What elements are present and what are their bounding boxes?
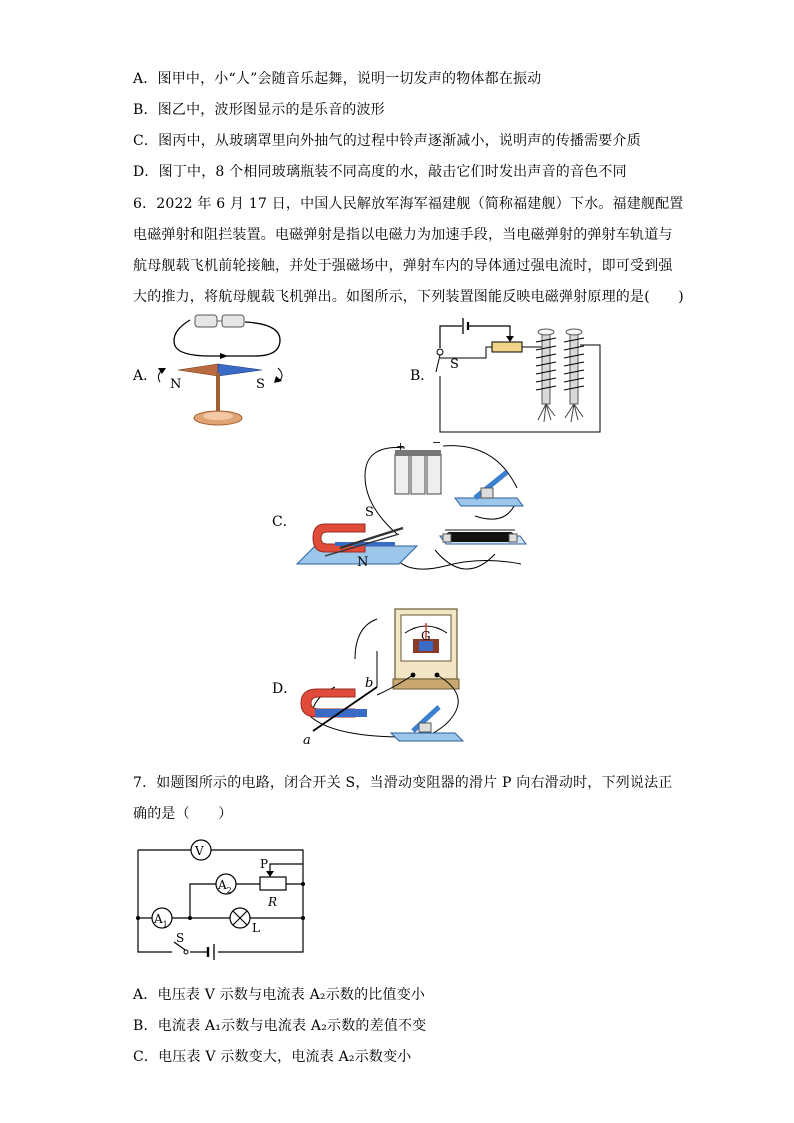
q7-ammeter2-label: $A_2$ xyxy=(218,878,232,895)
figure-c-rail-magnet xyxy=(295,436,540,576)
figure-b-switch-label: S xyxy=(450,357,459,372)
q6-stem-line-3: 航母舰载飞机前轮接触，并处于强磁场中，弹射车内的导体通过强电流时，即可受到强 xyxy=(133,258,673,274)
figure-c-plus-sign: + xyxy=(396,440,406,453)
figure-d-galvanometer-label: G xyxy=(421,629,431,643)
q6-label-a: A． xyxy=(133,368,158,384)
q6-stem-line-2: 电磁弹射和阻拦装置。电磁弹射是指以电磁力为加速手段，当电磁弹射的弹射车轨道与 xyxy=(133,227,673,243)
q5-option-b: B．图乙中，波形图显示的是乐音的波形 xyxy=(133,102,385,118)
figure-d-point-b: b xyxy=(365,676,374,691)
q6-stem-line-1: 6．2022 年 6 月 17 日，中国人民解放军海军福建舰（简称福建舰）下水。福建舰配置 xyxy=(133,196,684,212)
q5-option-c: C．图丙中，从玻璃罩里向外抽气的过程中铃声逐渐减小，说明声的传播需要介质 xyxy=(133,133,641,149)
q6-label-d: D． xyxy=(272,681,298,697)
q7-option-a: A．电压表 V 示数与电流表 A₂示数的比值变小 xyxy=(133,987,426,1003)
figure-b-electromagnets xyxy=(430,310,605,435)
q7-option-c: C．电压表 V 示数变大，电流表 A₂示数变小 xyxy=(133,1049,412,1065)
q7-voltmeter-label: V xyxy=(195,844,204,858)
q6-label-c: C． xyxy=(272,514,297,530)
q7-stem-line-2: 确的是（ ） xyxy=(133,806,233,822)
q7-option-b: B．电流表 A₁示数与电流表 A₂示数的差值不变 xyxy=(133,1018,427,1034)
figure-d-point-a: a xyxy=(303,733,311,748)
q7-slider-label: P xyxy=(260,857,269,871)
q6-label-b: B． xyxy=(410,368,435,384)
figure-a-oersted xyxy=(150,310,300,435)
q7-stem-line-1: 7．如题图所示的电路，闭合开关 S，当滑动变阻器的滑片 P 向右滑动时，下列说法正 xyxy=(133,775,673,791)
q5-option-d: D．图丁中，8 个相同玻璃瓶装不同高度的水，敲击它们时发出声音的音色不同 xyxy=(133,164,627,180)
q7-circuit-diagram xyxy=(128,834,313,964)
q6-stem-line-4: 大的推力，将航母舰载飞机弹出。如图所示，下列装置图能反映电磁弹射原理的是( ) xyxy=(133,289,684,305)
figure-c-minus-sign: − xyxy=(432,436,442,449)
figure-a-south-label: S xyxy=(256,377,265,392)
figure-d-galvanometer xyxy=(295,607,485,757)
figure-c-north-label: N xyxy=(357,555,369,570)
q7-lamp-label: L xyxy=(252,921,260,935)
figure-a-north-label: N xyxy=(170,377,182,392)
q5-option-a: A．图甲中，小“人”会随音乐起舞，说明一切发声的物体都在振动 xyxy=(133,71,542,87)
q7-resistor-label: R xyxy=(268,895,278,909)
figure-c-south-label: S xyxy=(365,505,374,520)
q7-ammeter1-label: $A_1$ xyxy=(154,912,168,929)
q7-switch-label: S xyxy=(176,931,185,945)
